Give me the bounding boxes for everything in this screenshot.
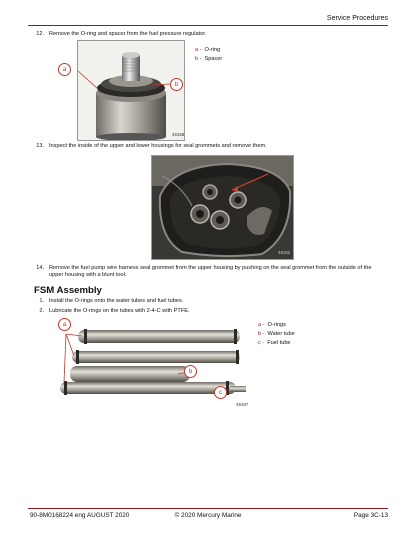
footer-doc-id: 90-8M0168224 eng AUGUST 2020 bbox=[30, 512, 130, 519]
step-number: 14. bbox=[36, 265, 44, 271]
figure-housing-photo bbox=[151, 155, 294, 260]
legend-item-spacer: b - Spacer bbox=[195, 56, 223, 62]
header-rule bbox=[28, 25, 388, 26]
step-14 bbox=[34, 265, 384, 279]
assembly-step-1 bbox=[34, 298, 384, 305]
figure3-legend bbox=[258, 321, 295, 348]
callout-a: a bbox=[58, 318, 71, 331]
footer-copyright: © 2020 Mercury Marine bbox=[174, 512, 242, 519]
step-text: Remove the fuel pump wire harness seal grommet from the upper housing by pushing on the seal grommet from the outside of the upper housing with a blunt tool. bbox=[49, 265, 372, 278]
figure-number: 49152 bbox=[278, 250, 291, 255]
footer-rule bbox=[28, 508, 388, 509]
callout-b: b bbox=[170, 78, 183, 91]
footer-page-number: Page 3C-13 bbox=[353, 512, 388, 519]
figure-number: 49187 bbox=[236, 402, 249, 407]
assembly-step-2 bbox=[34, 308, 384, 315]
legend-item-o-ring: a - O-ring bbox=[195, 47, 221, 53]
legend-item-water-tube: b - Water tube bbox=[258, 331, 295, 337]
section-title: FSM Assembly bbox=[34, 285, 102, 296]
step-text: Install the O-rings onto the water tubes and fuel tubes. bbox=[49, 298, 184, 304]
figure-number: 49158 bbox=[172, 132, 185, 137]
step-12 bbox=[34, 31, 384, 38]
callout-b: b bbox=[184, 365, 197, 378]
step-13 bbox=[34, 143, 384, 150]
step-number: 13. bbox=[36, 143, 44, 149]
legend-item-fuel-tube: c - Fuel tube bbox=[258, 340, 291, 346]
step-number: 1. bbox=[39, 298, 44, 304]
step-text: Lubricate the O-rings on the tubes with 2-4-C with PTFE. bbox=[49, 308, 190, 314]
step-text: Remove the O-ring and spacer from the fuel pressure regulator. bbox=[49, 31, 207, 37]
step-number: 12. bbox=[36, 31, 44, 37]
callout-c: c bbox=[214, 386, 227, 399]
legend-item-o-rings: a - O-rings bbox=[258, 322, 286, 328]
regulator-image bbox=[78, 41, 184, 140]
step-number: 2. bbox=[39, 308, 44, 314]
figure-regulator-photo bbox=[77, 40, 185, 141]
step-text: Inspect the inside of the upper and lower housings for seal grommets and remove them. bbox=[49, 143, 267, 149]
page-header-title: Service Procedures bbox=[326, 15, 388, 22]
housing-image bbox=[152, 156, 293, 259]
figure1-legend bbox=[195, 46, 222, 64]
callout-a: a bbox=[58, 63, 71, 76]
